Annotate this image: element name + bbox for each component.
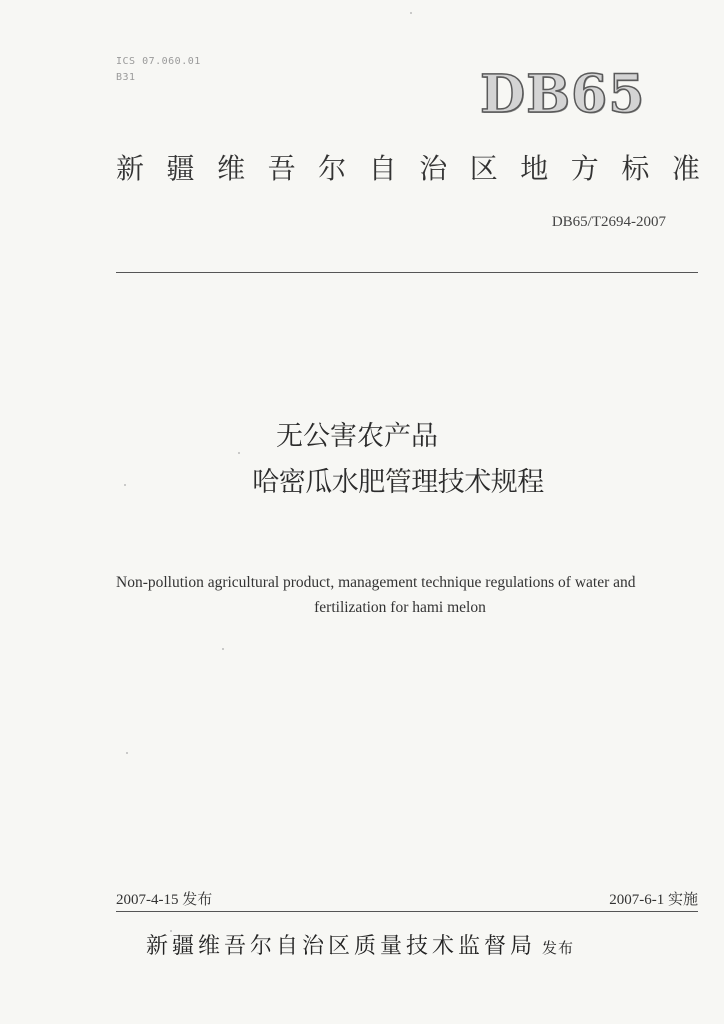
classification-codes	[116, 54, 201, 86]
standard-title-char: 治	[419, 152, 448, 185]
english-title-line2: fertilization for hami melon	[314, 599, 486, 616]
standard-title-char: 维	[217, 152, 246, 185]
ccs-code: B31	[116, 72, 136, 83]
standard-number: DB65/T2694-2007	[551, 214, 666, 230]
document-title-line2: 哈密瓜水肥管理技术规程	[252, 467, 544, 498]
standard-title-char: 区	[469, 152, 498, 185]
standard-title-char: 自	[368, 152, 397, 185]
ics-code: ICS 07.060.01	[116, 56, 201, 67]
issuing-authority	[146, 930, 574, 965]
standard-title-char: 吾	[267, 152, 296, 185]
standard-title-char: 地	[520, 152, 549, 185]
standard-title-char: 标	[621, 152, 650, 185]
scan-speck	[222, 648, 224, 650]
english-title-line1: Non-pollution agricultural product, management technique regulations of water and	[116, 574, 636, 591]
scan-speck	[126, 752, 128, 754]
db65-logo: DB65	[480, 64, 646, 125]
scan-speck	[410, 12, 412, 14]
document-title-line1: 无公害农产品	[276, 421, 438, 452]
footer-divider	[116, 911, 698, 912]
issuer-name: 新疆维吾尔自治区质量技术监督局	[146, 934, 537, 959]
standard-title-char: 准	[671, 152, 700, 185]
implementation-date: 2007-6-1 实施	[609, 892, 698, 908]
issuer-suffix: 发布	[542, 939, 575, 957]
standard-title-char: 新	[116, 152, 145, 185]
standard-title	[116, 150, 700, 188]
issue-date: 2007-4-15 发布	[116, 892, 213, 908]
english-title	[116, 570, 698, 620]
header-divider	[116, 272, 698, 273]
standard-title-char: 尔	[318, 152, 347, 185]
standard-title-char: 疆	[166, 152, 195, 185]
standard-title-char: 方	[570, 152, 599, 185]
